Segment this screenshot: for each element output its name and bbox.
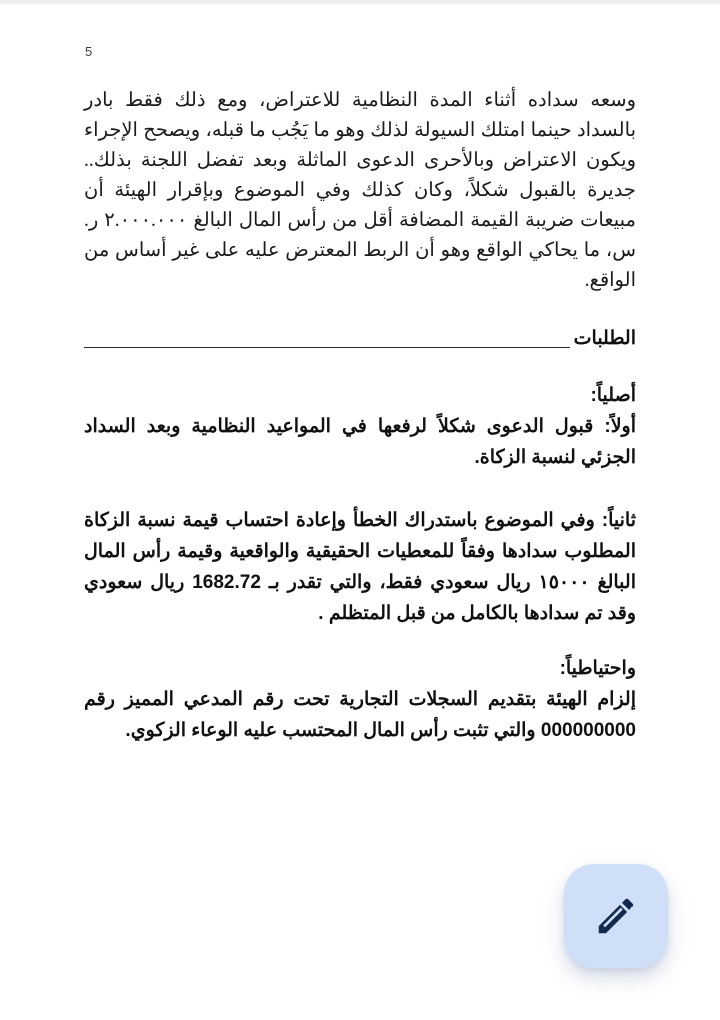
section-primary [84,380,636,473]
pencil-edit-icon [593,893,639,939]
page-separator [0,0,720,4]
main-paragraph: وسعه سداده أثناء المدة النظامية للاعتراض، ومع ذلك فقط بادر بالسداد حينما امتلك السيولة لذلك وهو ما يَجُب ما قبله، ويصحح الإجراء ويكون الاعتراض وبالأحرى الدعوى الماثلة وبعد تفضل اللجنة بذلك.. جديرة بالقبول شكلاً، وكان كذلك وفي الموضوع وبإقرار الهيئة أن مبيعات ضريبة القيمة المضافة أقل من رأس المال البالغ ٢.٠٠٠.٠٠٠ ر. س، ما يحاكي الواقع وهو أن الربط المعترض عليه على غير أساس من الواقع. [84,90,636,291]
section-secondary [84,505,636,629]
section-secondary-body: ثانياً: وفي الموضوع باستدراك الخطأ وإعادة احتساب قيمة نسبة الزكاة المطلوب سدادها وفقاً للمعطيات الحقيقية والواقعية وقيمة رأس المال البالغ ١٥٠٠٠ ريال سعودي فقط، والتي تقدر بـ 1682.72 ريال سعودي وقد تم سدادها بالكامل من قبل المتظلم . [84,510,636,624]
section-primary-title: أصلياً: [590,385,636,406]
section-precautionary-body: إلزام الهيئة بتقديم السجلات التجارية تحت رقم المدعي المميز رقم 000000000 والتي تثبت رأس المال المحتسب عليه الوعاء الزكوي. [84,689,636,741]
requests-underline [84,347,570,348]
requests-heading: الطلبات [573,328,636,349]
page-number: 5 [85,44,93,59]
section-primary-body: أولاً: قبول الدعوى شكلاً لرفعها في المواعيد النظامية وبعد السداد الجزئي لنسبة الزكاة. [84,416,636,468]
document-content [0,62,720,746]
section-precautionary-title: واحتياطياً: [559,658,636,679]
edit-fab-button[interactable] [564,864,668,968]
requests-heading-row [84,322,636,350]
section-precautionary [84,653,636,746]
